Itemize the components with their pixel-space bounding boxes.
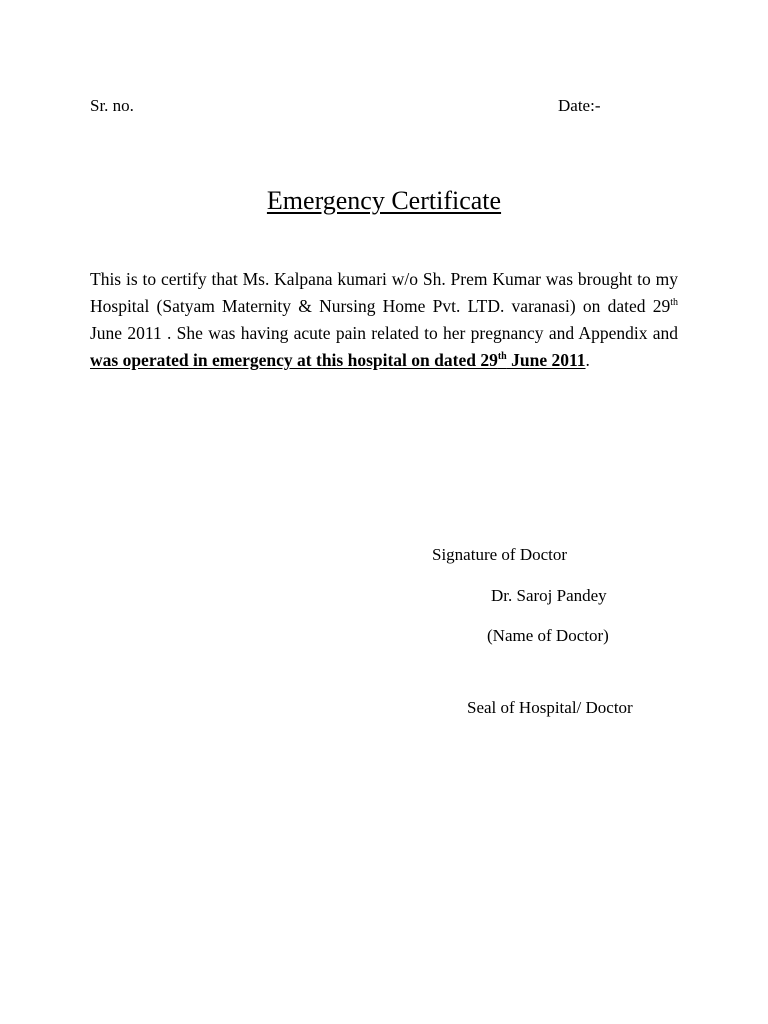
body-text-part2: June 2011 . She was having acute pain related to her pregnancy and Appendix and (90, 323, 678, 343)
body-ordinal-suffix: th (670, 297, 678, 309)
body-emphasis-ordinal-suffix: th (497, 351, 507, 363)
signature-label: Signature of Doctor (432, 545, 568, 564)
body-text-part1: This is to certify that Ms. Kalpana kumari w/o Sh. Prem Kumar was brought to my Hospital (Satyam Maternity & Nursing Home Pvt. LTD. varanasi) on dated 29 (90, 269, 678, 316)
date-label: Date:- (558, 96, 601, 115)
page-title: Emergency Certificate (266, 186, 502, 215)
doctor-name-label: (Name of Doctor) (487, 626, 609, 645)
certificate-body (90, 266, 678, 374)
seal-label: Seal of Hospital/ Doctor (467, 698, 633, 717)
serial-number-label: Sr. no. (90, 96, 134, 115)
body-emphasis-part2: June 2011 (506, 350, 586, 370)
body-text-end: . (585, 350, 590, 370)
body-emphasis-part1: was operated in emergency at this hospital on dated 29 (90, 350, 498, 370)
doctor-name: Dr. Saroj Pandey (491, 586, 607, 605)
body-emphasis (90, 350, 586, 370)
